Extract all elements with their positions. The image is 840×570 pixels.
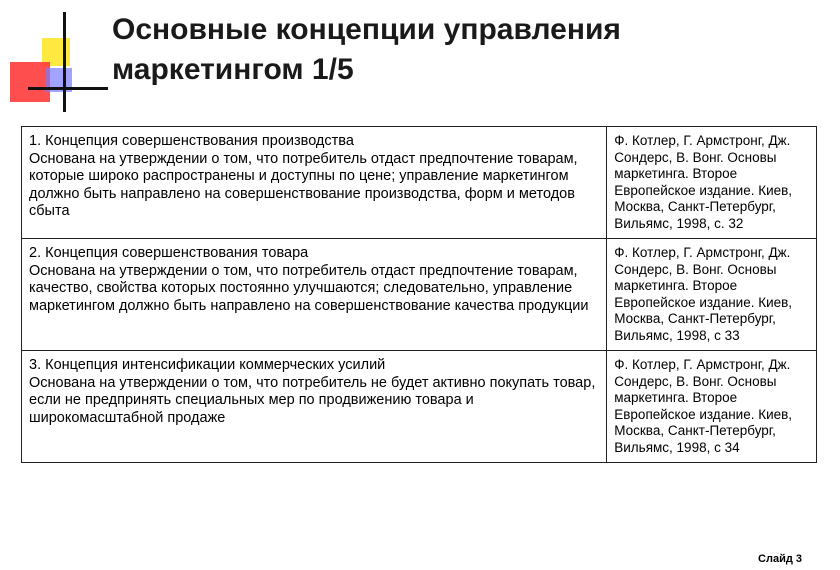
- slide-title-line-2: маркетингом 1/5: [112, 53, 354, 86]
- concept-title: 3. Концепция интенсификации коммерческих усилий: [29, 357, 386, 373]
- concepts-table: [21, 126, 817, 463]
- concept-cell: [22, 239, 607, 351]
- source-cell: Ф. Котлер, Г. Армстронг, Дж. Сондерс, В. Вонг. Основы маркетинга. Второе Европейское издание. Киев, Москва, Санкт-Петербург, Вильямс, 1998, с 33: [607, 239, 817, 351]
- slide-logo-decoration: [0, 0, 110, 115]
- slide-title: [112, 10, 812, 90]
- logo-horizontal-line: [28, 87, 108, 90]
- logo-vertical-line: [63, 12, 66, 112]
- table-row: [22, 351, 817, 463]
- concept-cell: [22, 351, 607, 463]
- source-cell: Ф. Котлер, Г. Армстронг, Дж. Сондерс, В. Вонг. Основы маркетинга. Второе Европейское издание. Киев, Москва, Санкт-Петербург, Вильямс, 1998, с. 32: [607, 127, 817, 239]
- table-row: [22, 239, 817, 351]
- concept-description: Основана на утверждении о том, что потребитель отдаст предпочтение товарам, которые широко распространены и доступны по цене; управление маркетингом должно быть направлено на совершенствование производства, форм и методов сбыта: [29, 150, 578, 219]
- source-cell: Ф. Котлер, Г. Армстронг, Дж. Сондерс, В. Вонг. Основы маркетинга. Второе Европейское издание. Киев, Москва, Санкт-Петербург, Вильямс, 1998, с 34: [607, 351, 817, 463]
- table-row: [22, 127, 817, 239]
- concept-title: 1. Концепция совершенствования производства: [29, 133, 354, 149]
- slide-title-line-1: Основные концепции управления: [112, 13, 621, 46]
- concept-title: 2. Концепция совершенствования товара: [29, 245, 309, 261]
- logo-red-square: [10, 62, 50, 102]
- concept-cell: [22, 127, 607, 239]
- concept-description: Основана на утверждении о том, что потребитель отдаст предпочтение товарам, качество, свойства которых постоянно улучшаются; следовательно, управление маркетингом должно быть направлено на совершенствование качества продукции: [29, 262, 589, 314]
- slide-number: Слайд 3: [758, 553, 802, 565]
- concept-description: Основана на утверждении о том, что потребитель не будет активно покупать товар, если не предпринять специальных мер по продвижению товара и широкомасштабной продаже: [29, 374, 596, 426]
